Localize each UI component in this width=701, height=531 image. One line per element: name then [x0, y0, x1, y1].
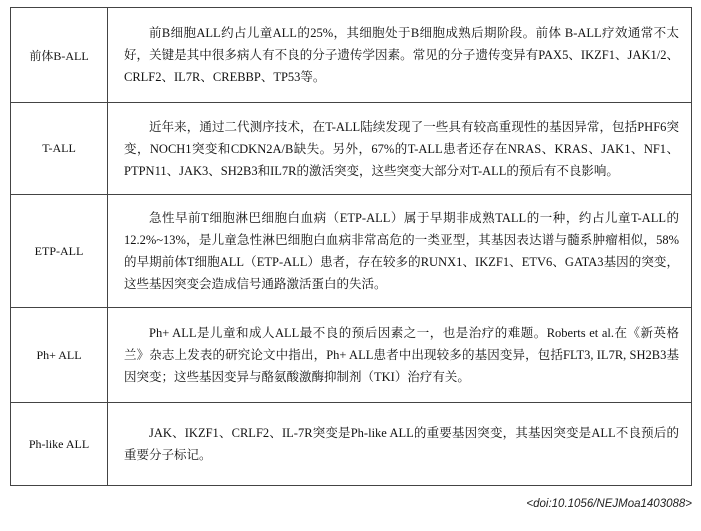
row-description: 急性早前T细胞淋巴细胞白血病（ETP-ALL）属于早期非成熟TALL的一种，约占儿童T-ALL的12.2%~13%，是儿童急性淋巴细胞白血病非常高危的一类亚型，其基因表达谱与髓系肿瘤相似，58%的早期前体T细胞ALL（ETP-ALL）患者，存在较多的RUNX1、IKZF1、ETV6、GATA3基因的突变，这些基因突变会造成信号通路激活蛋白的失活。 [108, 195, 692, 308]
row-label: Ph-like ALL [11, 403, 108, 486]
row-description: 前B细胞ALL约占儿童ALL的25%，其细胞处于B细胞成熟后期阶段。前体 B-ALL疗效通常不太好，关键是其中很多病人有不良的分子遗传学因素。常见的分子遗传变异有PAX5、IKZF1、JAK1/2、CRLF2、IL7R、CREBBP、TP53等。 [108, 8, 692, 103]
row-description: 近年来，通过二代测序技术，在T-ALL陆续发现了一些具有较高重现性的基因异常，包括PHF6突变，NOCH1突变和CDKN2A/B缺失。另外，67%的T-ALL患者还存在NRAS、KRAS、JAK1、NF1、PTPN11、JAK3、SH2B3和IL7R的激活突变，这些突变大部分对T-ALL的预后有不良影响。 [108, 103, 692, 195]
row-description: Ph+ ALL是儿童和成人ALL最不良的预后因素之一，也是治疗的难题。Roberts et al.在《新英格兰》杂志上发表的研究论文中指出，Ph+ ALL患者中出现较多的基因变异，包括FLT3, IL7R, SH2B3基因突变；这些基因变异与酪氨酸激酶抑制剂（TKI）治疗有关。 [108, 308, 692, 403]
table-row [11, 195, 692, 308]
doi-citation: <doi:10.1056/NEJMoa1403088> [526, 498, 692, 510]
table-row [11, 103, 692, 195]
leukemia-subtype-table [10, 7, 692, 486]
table-row [11, 403, 692, 486]
row-label: 前体B-ALL [11, 8, 108, 103]
row-label: T-ALL [11, 103, 108, 195]
row-label: Ph+ ALL [11, 308, 108, 403]
row-label: ETP-ALL [11, 195, 108, 308]
row-description: JAK、IKZF1、CRLF2、IL-7R突变是Ph-like ALL的重要基因突变，其基因突变是ALL不良预后的重要分子标记。 [108, 403, 692, 486]
table-row [11, 308, 692, 403]
table-row [11, 8, 692, 103]
